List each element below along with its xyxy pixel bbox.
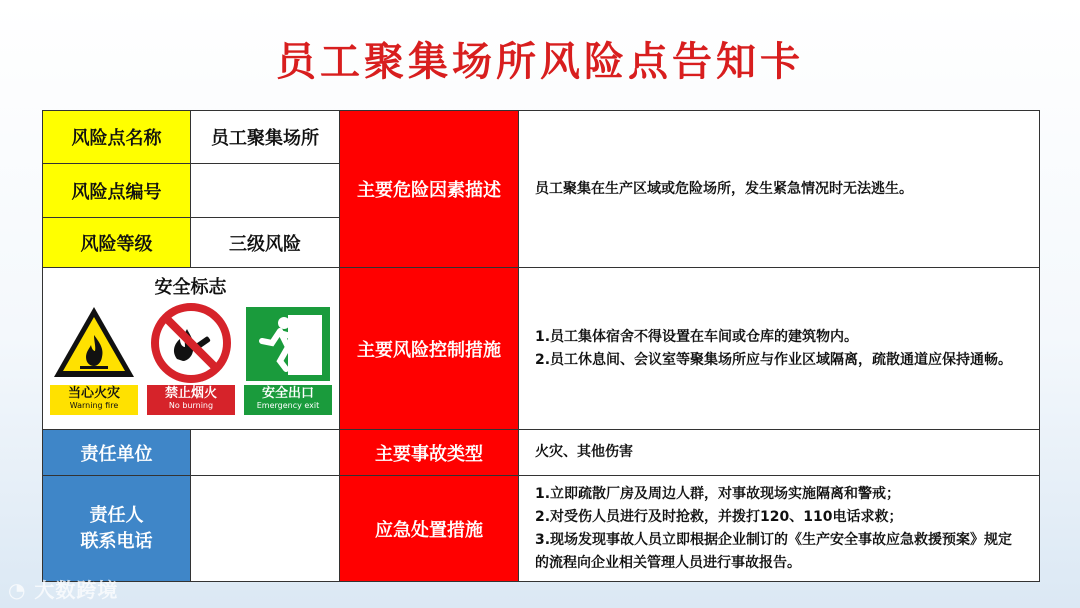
hazard-label: 主要危险因素描述 [339, 110, 519, 268]
safety-signs [42, 267, 339, 429]
responsible-person-line: 责任人 [89, 504, 144, 526]
fire-warning-icon [50, 303, 138, 383]
accident-type-value: 火灾、其他伤害 [518, 429, 1040, 476]
safety-signs-title: 安全标志 [154, 277, 227, 298]
emergency-measures-cell [518, 475, 1040, 582]
page-title: 员工聚集场所风险点告知卡 [276, 39, 804, 85]
emergency-measures-label: 应急处置措施 [339, 475, 519, 582]
control-measures-list [535, 326, 1012, 372]
watermark-icon: ◔ [8, 578, 35, 602]
no-burning-icon [147, 303, 235, 383]
responsible-unit-label: 责任单位 [42, 429, 191, 476]
control-measure-item: 2.员工休息间、会议室等聚集场所应与作业区域隔离，疏散通道应保持通畅。 [535, 351, 1013, 368]
sign-warning-fire [50, 303, 138, 415]
sign-warning-fire-caption [50, 385, 138, 415]
watermark-text: 大数跨境 [34, 578, 119, 602]
emergency-measures-list [535, 483, 1025, 575]
sign-caption-cn: 禁止烟火 [164, 386, 217, 401]
sign-caption-cn: 当心火灾 [67, 386, 120, 401]
sign-no-burning [147, 303, 235, 415]
control-measures-label: 主要风险控制措施 [339, 267, 519, 430]
risk-level-value: 三级风险 [190, 217, 340, 268]
sign-no-burning-caption [147, 385, 235, 415]
emergency-measure-item: 3.现场发现事故人员立即根据企业制订的《生产安全事故应急救援预案》规定的流程向企业相关管理人员进行事故报告。 [535, 531, 1013, 571]
watermark-logo [8, 574, 118, 603]
emergency-measure-item: 2.对受伤人员进行及时抢救，并拨打120、110电话求救； [535, 508, 903, 525]
contact-phone-line: 联系电话 [80, 530, 153, 552]
control-measures-cell [518, 267, 1040, 430]
risk-name-label: 风险点名称 [42, 110, 191, 164]
responsible-person-label [42, 475, 191, 582]
hazard-description: 员工聚集在生产区域或危险场所，发生紧急情况时无法逃生。 [518, 110, 1040, 268]
risk-code-label: 风险点编号 [42, 163, 191, 218]
risk-name-value: 员工聚集场所 [190, 110, 340, 164]
sign-caption-en: Emergency exit [256, 401, 320, 410]
sign-emergency-exit [244, 303, 332, 415]
sign-caption-cn: 安全出口 [261, 386, 314, 401]
control-measure-item: 1.员工集体宿舍不得设置在车间或仓库的建筑物内。 [535, 328, 859, 345]
emergency-exit-icon [244, 303, 332, 383]
risk-code-value [190, 163, 340, 218]
sign-caption-en: No burning [168, 401, 214, 410]
sign-emergency-exit-caption [244, 385, 332, 415]
risk-level-label: 风险等级 [42, 217, 191, 268]
emergency-measure-item: 1.立即疏散厂房及周边人群，对事故现场实施隔离和警戒； [535, 485, 901, 502]
sign-caption-en: Warning fire [69, 401, 119, 410]
accident-type-label: 主要事故类型 [339, 429, 519, 476]
responsible-unit-value [190, 429, 340, 476]
responsible-person-value [190, 475, 340, 582]
